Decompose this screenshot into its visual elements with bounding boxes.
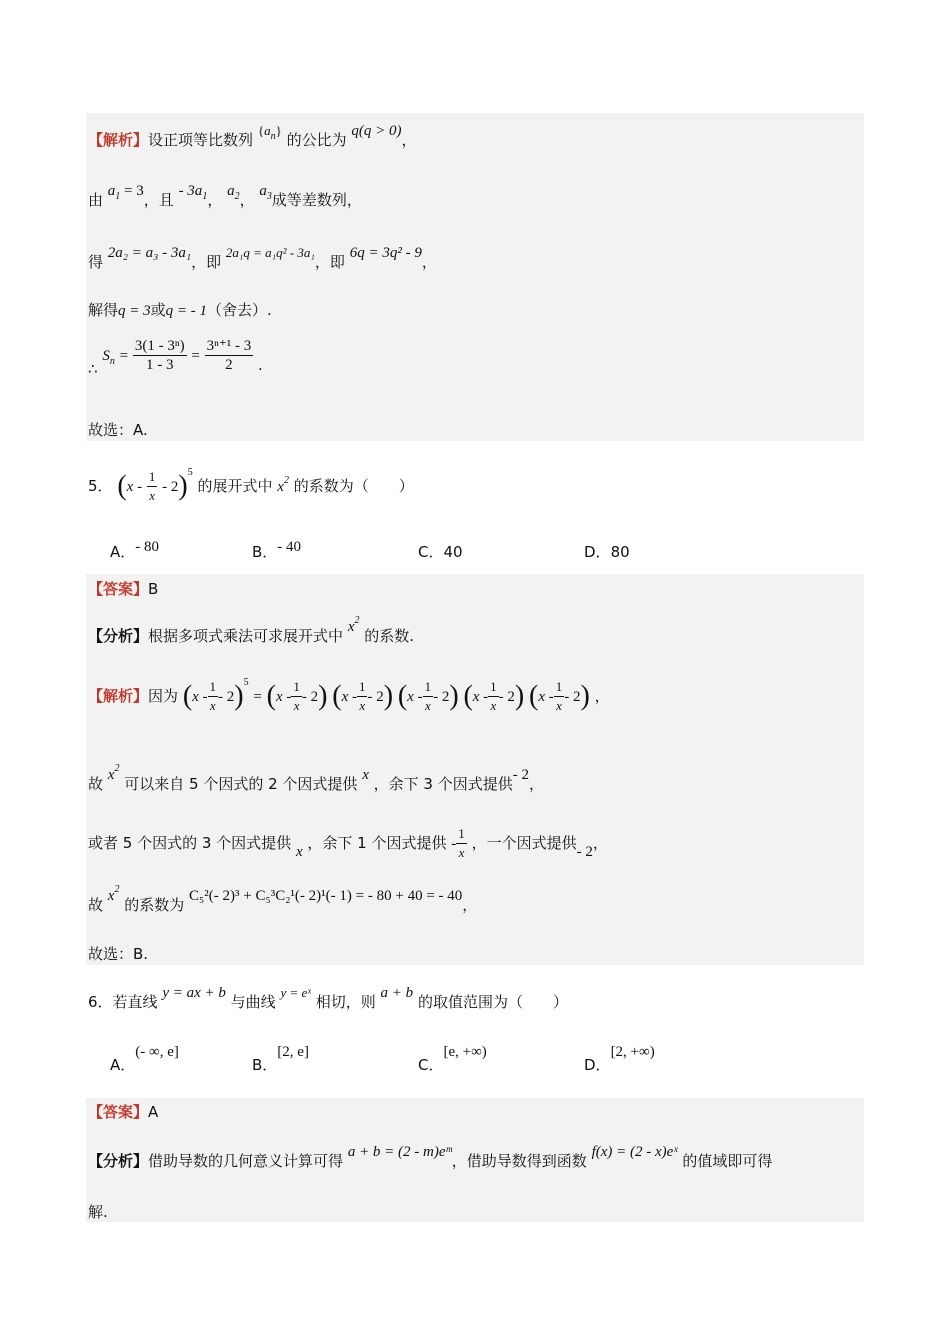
var: S — [102, 348, 110, 364]
numerator: 3ⁿ⁺¹ - 3 — [206, 338, 252, 354]
question-6 — [88, 985, 568, 1013]
numerator: 3(1 - 3ⁿ) — [134, 338, 185, 354]
text: 根据多项式乘法可求展开式中 — [148, 627, 344, 645]
expr: - 2 — [301, 689, 319, 705]
answer-5 — [88, 579, 158, 599]
option-label: C． — [418, 1056, 444, 1074]
q5-option-b[interactable] — [252, 541, 301, 562]
text: ，借助导数得到函数 — [451, 1152, 587, 1170]
solution-5-conclusion: 故选：B. — [88, 945, 149, 963]
option-value: - 40 — [277, 539, 302, 555]
var: a — [264, 123, 271, 138]
question-5: 5． (x - $\frac{1}{x}$ - 2)$^5$ 的展开式中 $x^2$ 的系数为（ ） — [88, 467, 414, 503]
sup: 2 — [354, 615, 360, 626]
denominator: x — [293, 698, 300, 713]
sub: 3 — [266, 191, 272, 202]
answer-value: A — [148, 1103, 159, 1121]
text: 由 — [88, 191, 104, 209]
fraction — [456, 825, 467, 862]
denominator: x — [556, 698, 562, 713]
text: 设正项等比数列 — [148, 131, 254, 149]
a-plus-b: a + b — [380, 985, 414, 1001]
fraction — [488, 678, 499, 715]
var: x — [277, 479, 284, 495]
power: 5 — [187, 467, 193, 478]
sup: 2 — [114, 884, 120, 895]
denominator: x — [424, 698, 431, 713]
fraction — [291, 678, 302, 715]
sum-expression: a + b = (2 - m)eᵐ — [347, 1144, 452, 1160]
expr: - 2 — [498, 689, 515, 705]
expr: x - — [538, 689, 554, 705]
expr: - 2 — [564, 689, 581, 705]
text: ，即 — [191, 253, 222, 271]
option-label: D． — [584, 1056, 611, 1074]
option-value: 80 — [610, 543, 630, 561]
expr: x - — [341, 689, 357, 705]
text: ，即 — [314, 253, 345, 271]
text: 的公比为 — [286, 131, 347, 149]
minus-two: - 2 — [512, 767, 529, 783]
expr: x - — [472, 689, 489, 705]
var: a — [259, 183, 267, 199]
solution-5-line2 — [88, 763, 545, 797]
option-value: 40 — [443, 543, 463, 561]
text: 的系数为（ ） — [293, 477, 414, 495]
text: . — [258, 356, 263, 374]
text: ， — [592, 834, 608, 852]
expr: - 2 — [162, 479, 179, 495]
expr: x - — [126, 479, 143, 495]
a1 — [107, 183, 144, 202]
sup: 2 — [114, 763, 120, 774]
expr: x - — [275, 689, 292, 705]
solution-q3: q = 3 — [118, 303, 151, 319]
text: 的取值范围为（ ） — [417, 993, 568, 1011]
minus-two: - 2 — [576, 844, 593, 860]
expr: - 2 — [367, 689, 384, 705]
option-label: A． — [110, 1056, 136, 1074]
fraction — [554, 678, 565, 715]
text: 的值域即可得 — [682, 1152, 773, 1170]
text: ，一个因式提供 — [471, 834, 577, 852]
analysis-tag: 【分析】 — [88, 627, 149, 645]
line-equation: y = ax + b — [162, 985, 226, 1001]
sec1-line3 — [88, 245, 437, 273]
curve-equation: y = eˣ — [280, 985, 311, 1000]
denominator: 2 — [225, 357, 233, 373]
text: 或 — [150, 301, 166, 319]
sec1-line1 — [88, 123, 417, 153]
sub: 1 — [115, 191, 121, 202]
fraction — [423, 678, 434, 715]
sequence-an: $\{a_n\}$ — [257, 123, 282, 142]
sec1-line5: ∴ $S_n$ = $\frac{\text{3(1 - 3ⁿ)}}{1 - 3}$ = $\frac{\text{3ⁿ⁺¹ - 3}}{2}$ . — [88, 338, 263, 378]
solution-block-4 — [86, 113, 864, 441]
var: x — [347, 619, 355, 635]
expr: x - — [407, 689, 423, 705]
sub: n — [109, 356, 115, 367]
numerator: 1 — [423, 678, 434, 697]
text: 或者 5 个因式的 3 个因式提供 — [88, 834, 292, 852]
text: 的系数. — [364, 627, 415, 645]
text: 故 — [88, 775, 104, 793]
fraction-2 — [205, 337, 254, 374]
answer-tag: 【答案】 — [88, 1103, 149, 1121]
fraction — [147, 468, 158, 505]
x-squared — [277, 475, 289, 495]
text: ， — [594, 687, 610, 705]
q6-option-a[interactable] — [110, 1044, 179, 1075]
text: 解得 — [88, 301, 119, 319]
option-label: B． — [252, 543, 278, 561]
solution-5-expansion: 【解析】因为 (x - $\frac{1}{x}$ - 2)$^5$ = (x - $\frac{1}{x}$ - 2) (x - $\frac{1}{x}$ - 2) (x - $\frac{1}{x}$ - 2) (x - $\frac{1}{x}$ - 2) (x - $\frac{1}{x}$ - 2) ， — [88, 677, 610, 713]
var: - 3a — [178, 183, 203, 199]
solution-qm1: q = - 1 — [165, 303, 208, 319]
text: 相切，则 — [315, 993, 376, 1011]
option-label: C． — [418, 543, 444, 561]
option-value: (- ∞, e] — [135, 1044, 179, 1060]
fraction — [208, 678, 219, 715]
fraction — [357, 678, 368, 715]
power: 5 — [243, 677, 249, 688]
q5-option-c[interactable] — [418, 541, 463, 562]
numerator: 1 — [357, 678, 368, 697]
text: ，余下 3 个因式提供 — [373, 775, 513, 793]
text: ， — [421, 253, 437, 271]
equals: = — [253, 689, 262, 705]
option-value: [e, +∞) — [443, 1044, 487, 1060]
text: ， — [462, 896, 478, 914]
text: 与曲线 — [230, 993, 276, 1011]
jiexi-tag: 【解析】 — [88, 687, 149, 705]
solution-5-line3 — [88, 824, 608, 863]
text: 的展开式中 — [197, 477, 273, 495]
question-number: 5． — [88, 477, 113, 495]
expr: - 2 — [433, 689, 450, 705]
text: 得 — [88, 253, 104, 271]
denominator: x — [490, 698, 497, 713]
q6-option-b[interactable] — [252, 1044, 309, 1075]
coefficient-expression: C₅²(- 2)³ + C₅³C₂¹(- 2)¹(- 1) = - 80 + 40 = - 40 — [189, 888, 463, 904]
sum-Sn — [102, 348, 115, 367]
ratio-q: q(q > 0) — [351, 123, 402, 139]
option-value: [2, e] — [277, 1044, 309, 1060]
expr: x - — [192, 689, 208, 705]
m3a1 — [178, 183, 208, 202]
text: ，且 — [143, 191, 174, 209]
text: ，余下 1 个因式提供 — [307, 834, 447, 852]
function-expression: f(x) = (2 - x)eˣ — [591, 1144, 678, 1160]
text: （舍去）. — [207, 301, 272, 319]
equation-2: 2a₁q = a₁q² - 3a₁ — [225, 245, 315, 260]
sub: 2 — [234, 191, 240, 202]
var: x — [107, 767, 115, 783]
text: ， — [401, 131, 417, 149]
x-squared — [347, 615, 360, 635]
option-value: [2, +∞) — [610, 1044, 655, 1060]
a3 — [259, 183, 272, 202]
a2 — [227, 183, 240, 202]
q5-option-a[interactable] — [110, 541, 159, 562]
minus: - — [451, 836, 457, 852]
var: a — [107, 183, 116, 199]
var: x — [107, 888, 115, 904]
q5-option-d[interactable] — [584, 541, 630, 562]
numerator: 1 — [488, 678, 499, 697]
option-label: D． — [584, 543, 611, 561]
option-label: A． — [110, 543, 136, 561]
numerator: 1 — [208, 678, 219, 697]
therefore-symbol: ∴ — [88, 360, 98, 378]
fraction-1 — [133, 337, 187, 374]
analysis-tag: 【分析】 — [88, 1152, 149, 1170]
denominator: x — [359, 698, 366, 713]
jiexi-tag: 【解析】 — [88, 131, 149, 149]
q6-option-c[interactable] — [418, 1044, 487, 1075]
sub: n — [270, 131, 276, 142]
answer-value: B — [148, 580, 159, 598]
analysis-5 — [88, 615, 415, 649]
numerator: 1 — [456, 825, 467, 844]
analysis-6-cont: 解. — [88, 1203, 108, 1221]
question-number: 6．若直线 — [88, 993, 158, 1011]
analysis-6 — [88, 1144, 773, 1172]
numerator: 1 — [554, 678, 565, 697]
sec1-line4 — [88, 300, 272, 321]
text: 故 — [88, 896, 104, 914]
text: ， — [529, 775, 545, 793]
denominator: 1 - 3 — [145, 357, 174, 373]
denominator: x — [458, 845, 465, 860]
var-x: x — [362, 767, 369, 783]
sec1-conclusion: 故选：A. — [88, 421, 148, 439]
option-label: B． — [252, 1056, 278, 1074]
var-x: x — [295, 844, 303, 860]
option-value: - 80 — [135, 539, 160, 555]
denominator: x — [209, 698, 216, 713]
x-squared — [107, 884, 120, 904]
eq: = 3 — [120, 183, 144, 199]
sub: 1 — [202, 191, 208, 202]
numerator: 1 — [147, 468, 158, 487]
text: 的系数为 — [124, 896, 185, 914]
solution-5-line4 — [88, 884, 478, 918]
answer-tag: 【答案】 — [88, 580, 149, 598]
numerator: 1 — [291, 678, 302, 697]
denominator: x — [149, 488, 155, 503]
sec1-line2: 由 $a_1 = 3$，且 - $3a_1$， $a_2$， $a_3$成等差数列， — [88, 183, 362, 209]
sup: 2 — [283, 475, 289, 486]
equation-1: 2a₂ = a₃ - 3a₁ — [107, 245, 192, 261]
answer-6 — [88, 1102, 158, 1122]
var: a — [227, 183, 235, 199]
x-squared — [107, 763, 120, 783]
expr: - 2 — [218, 689, 235, 705]
q6-option-d[interactable] — [584, 1044, 655, 1075]
text: 借助导数的几何意义计算可得 — [148, 1152, 344, 1170]
text: 因为 — [148, 687, 179, 705]
text: 可以来自 5 个因式的 2 个因式提供 — [124, 775, 358, 793]
text: 成等差数列， — [271, 191, 362, 209]
equation-3: 6q = 3q² - 9 — [349, 245, 422, 261]
